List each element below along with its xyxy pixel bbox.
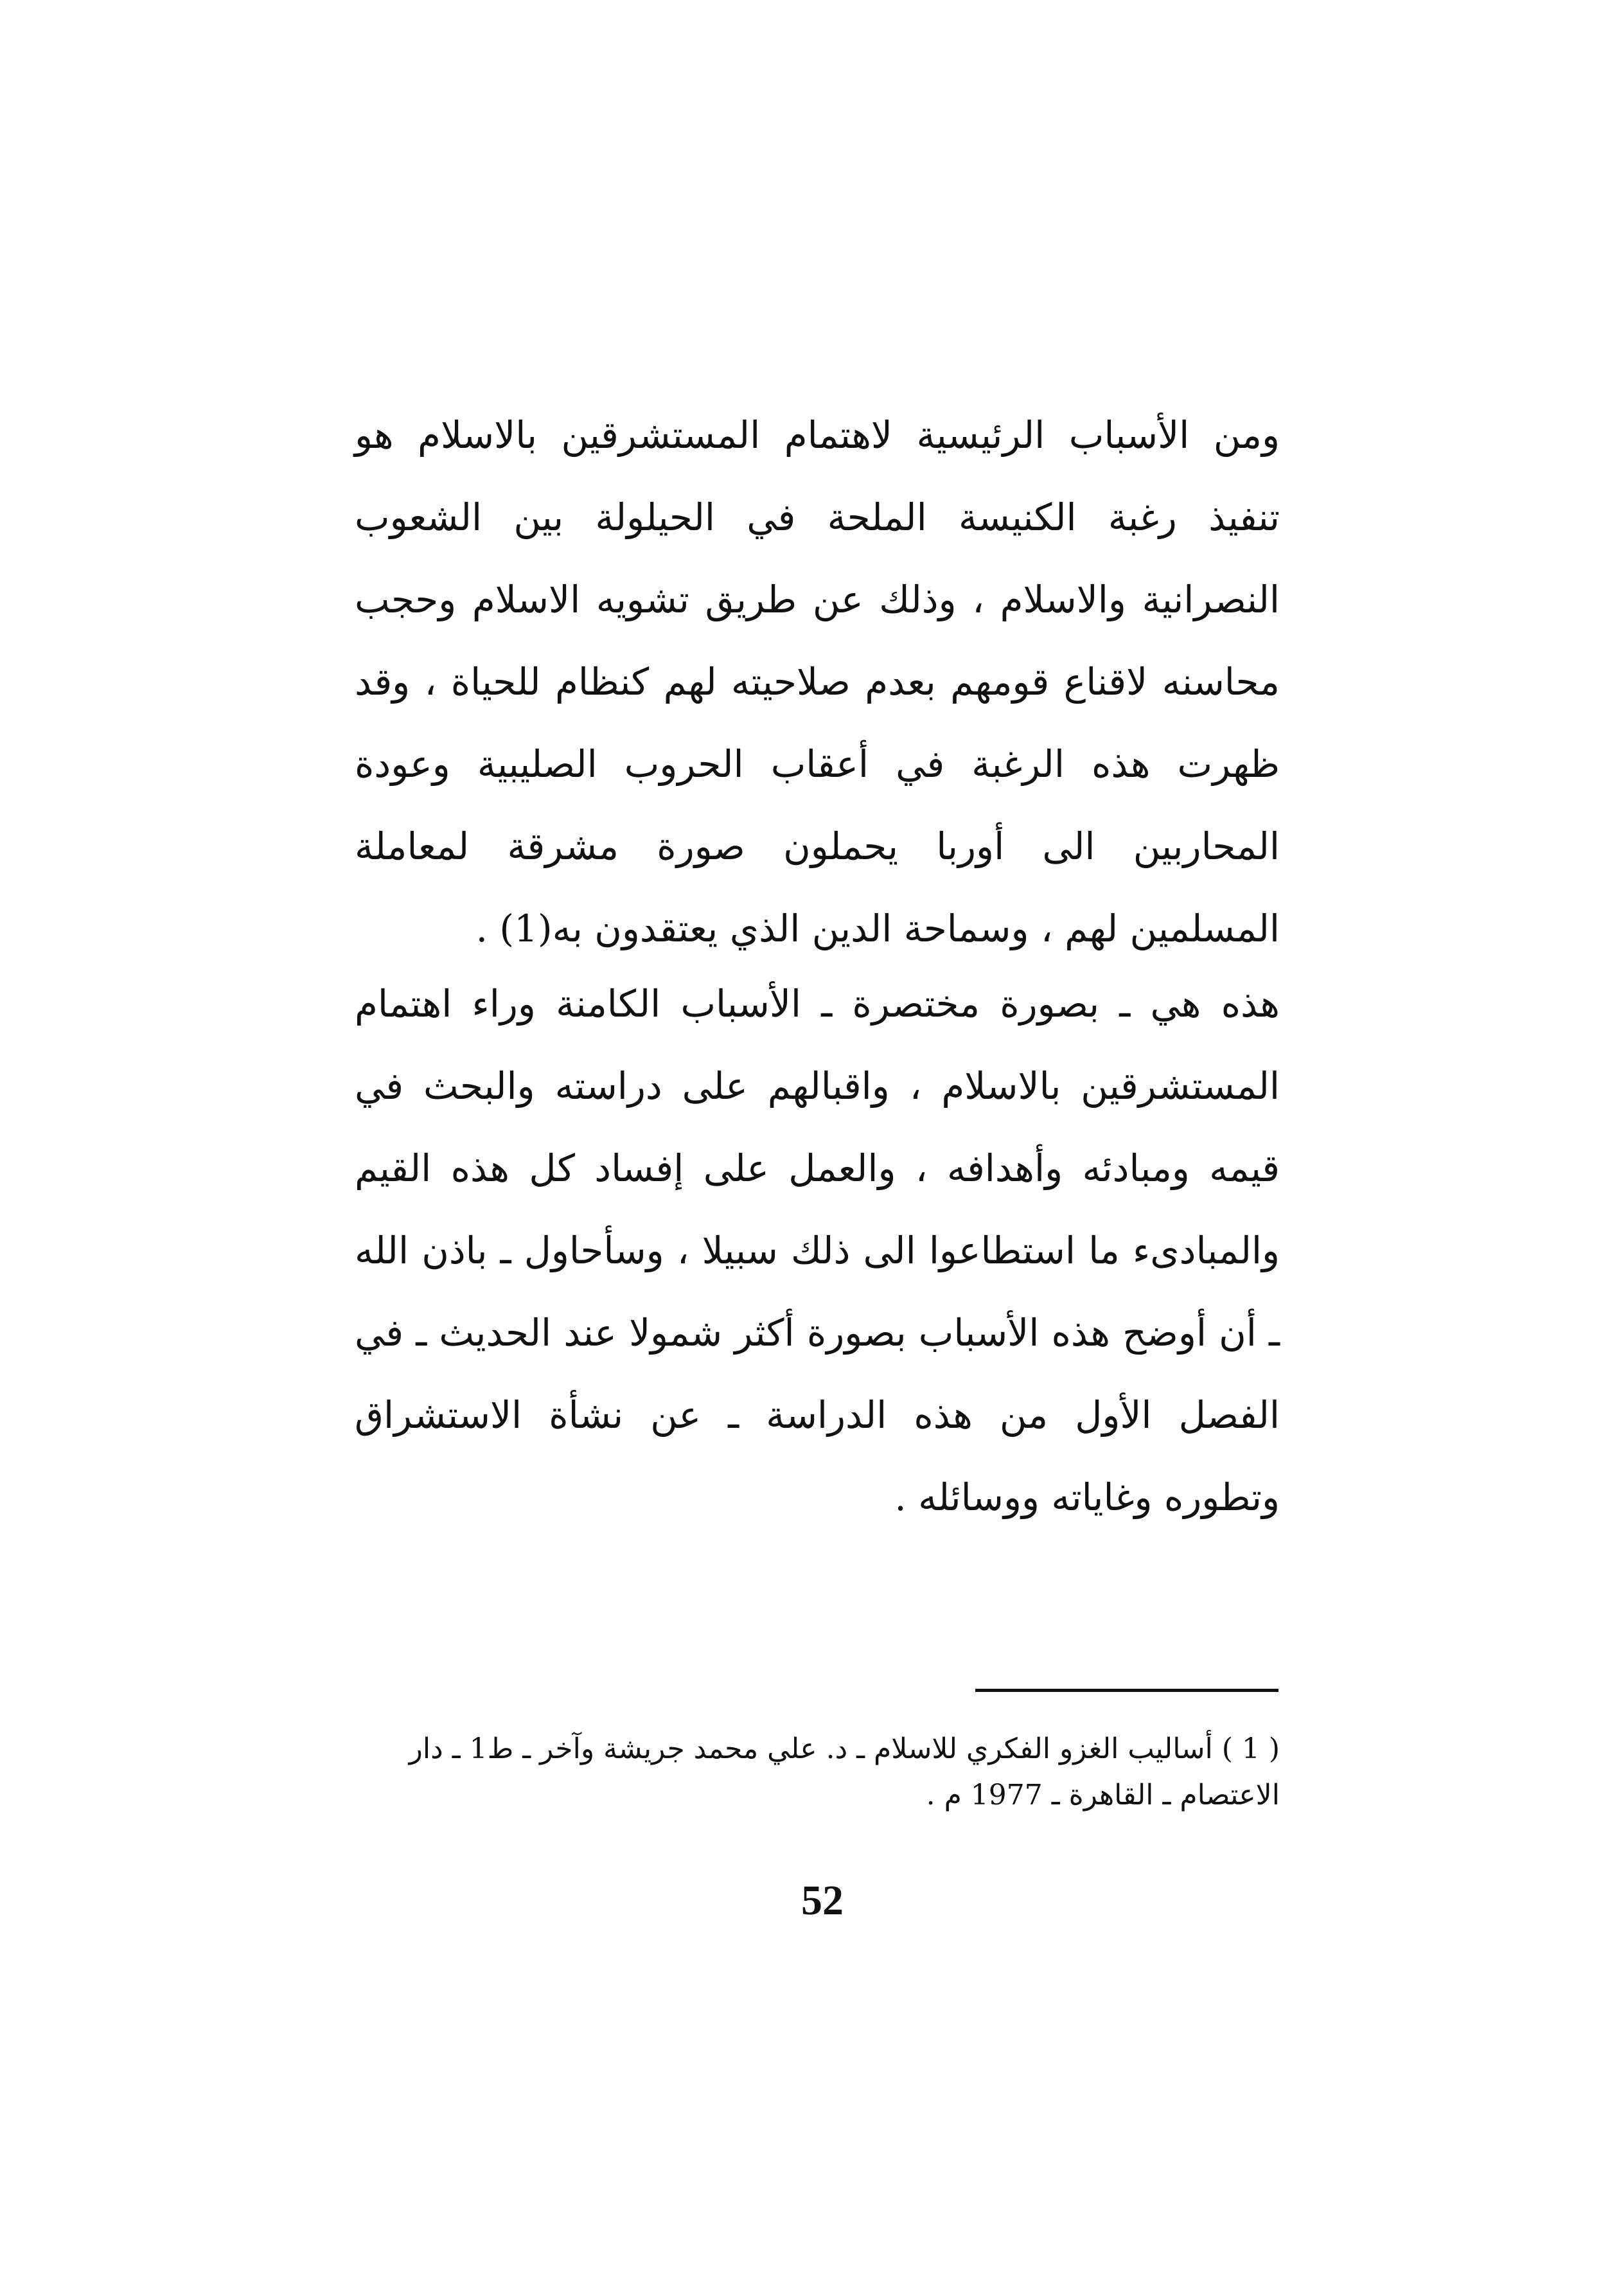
- body-paragraph-2: هذه هي ـ بصورة مختصرة ـ الأسباب الكامنة وراء اهتمام المستشرقين بالاسلام ، واقبالهم على دراسته والبحث في قيمه ومبادئه وأهدافه ، والعمل على إفساد كل هذه القيم والمبادىء ما استطاعوا الى ذلك سبيلا ، وسأحاول ـ باذن الله ـ أن أوضح هذه الأسباب بصورة أكثر شمولا عند الحديث ـ في الفصل الأول من هذه الدراسة ـ عن نشأة الاستشراق وتطوره وغاياته ووسائله .: [355, 982, 1280, 1519]
- body-paragraph-1: ومن الأسباب الرئيسية لاهتمام المستشرقين بالاسلام هو تنفيذ رغبة الكنيسة الملحة في الحيلولة بين الشعوب النصرانية والاسلام ، وذلك عن طريق تشويه الاسلام وحجب محاسنه لاقناع قومهم بعدم صلاحيته لهم كنظام للحياة ، وقد ظهرت هذه الرغبة في أعقاب الحروب الصليبية وعودة المحاربين الى أوربا يحملون صورة مشرقة لمعاملة المسلمين لهم ، وسماحة الدين الذي يعتقدون به(1) .: [355, 413, 1280, 950]
- page-number: 52: [801, 1877, 844, 1924]
- footnote-separator: [975, 1689, 1278, 1692]
- footnote: ( 1 ) أساليب الغزو الفكري للاسلام ـ د. علي محمد جريشة وآخر ـ ط1 ـ دار الاعتصام ـ القاهرة ـ 1977 م .: [409, 1732, 1280, 1811]
